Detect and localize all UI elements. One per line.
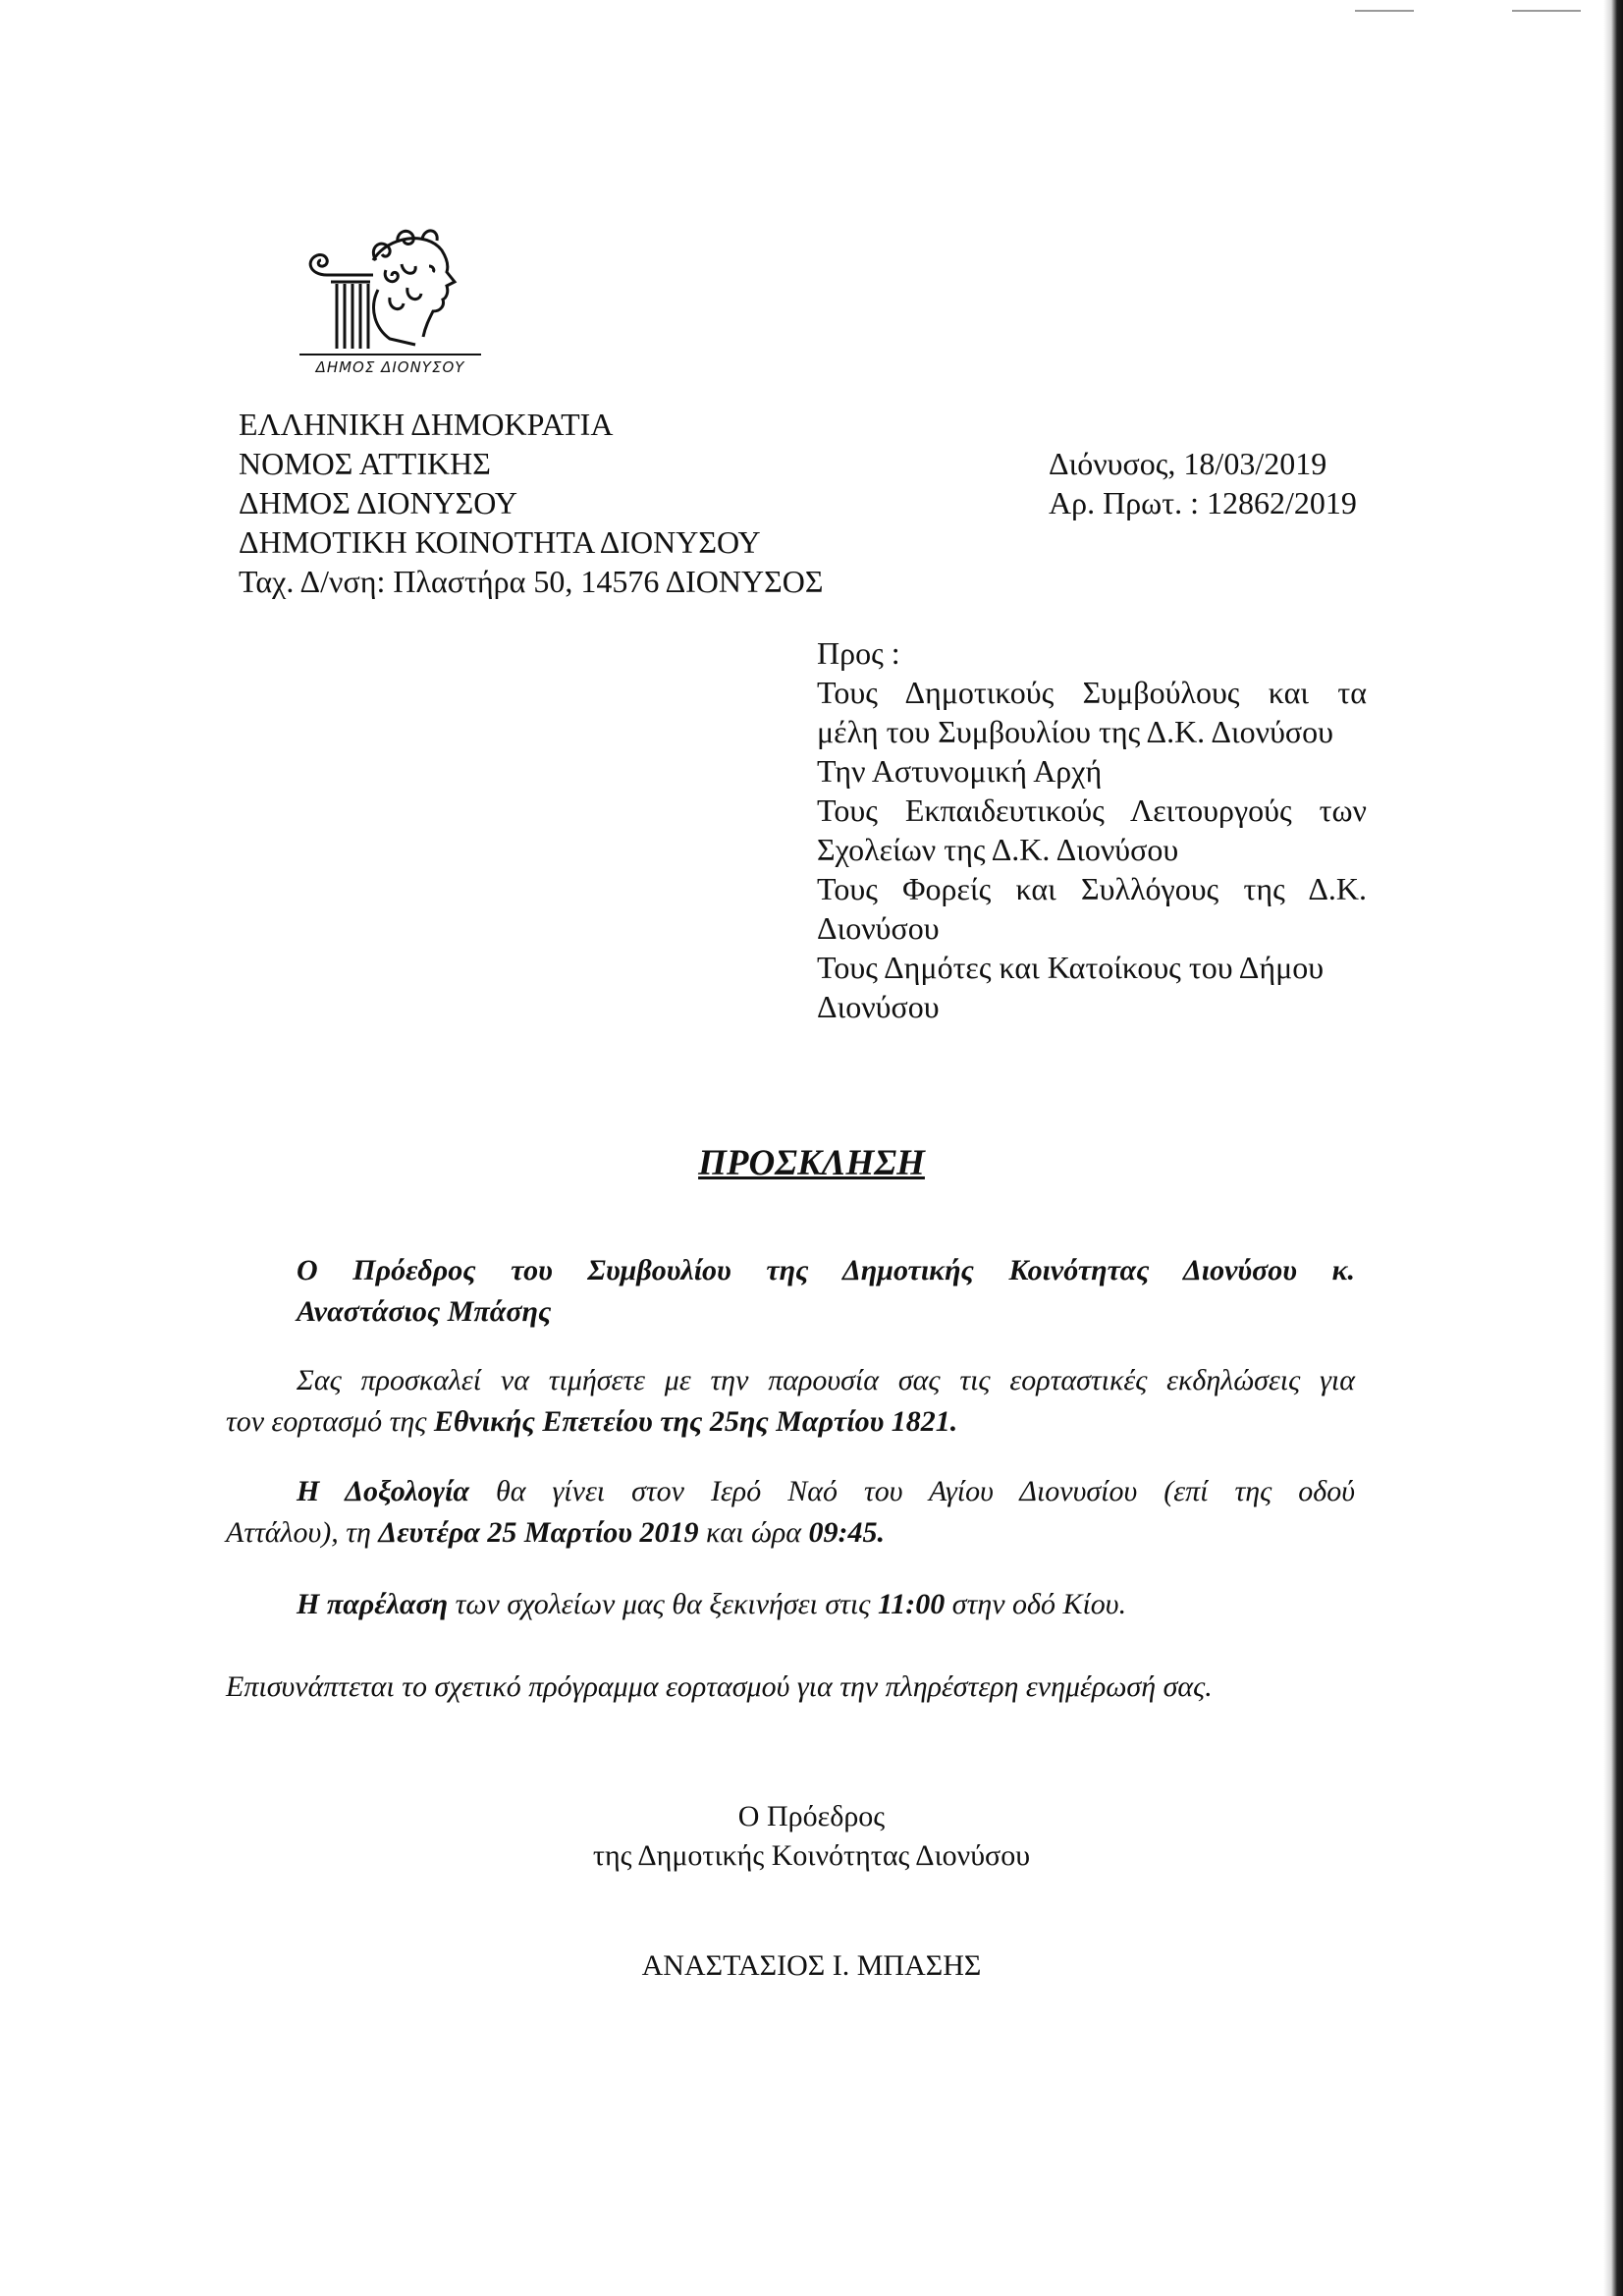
invitation-paragraph-3	[226, 1471, 1355, 1554]
signatory-role: Ο Πρόεδρος	[737, 1800, 886, 1832]
sender-line: ΔΗΜΟΤΙΚΗ ΚΟΙΝΟΤΗΤΑ ΔΙΟΝΥΣΟΥ	[239, 524, 761, 560]
anniversary-name: Εθνικής Επετείου της 25ης Μαρτίου 1821.	[433, 1405, 958, 1438]
document-date: Διόνυσος, 18/03/2019	[1049, 446, 1327, 481]
paragraph-text: τον εορτασμό της	[226, 1405, 434, 1438]
doxology-date: Δευτέρα 25 Μαρτίου 2019	[378, 1516, 699, 1549]
paragraph-line: Αναστάσιος Μπάσης	[297, 1295, 552, 1328]
doxology-label: Η Δοξολογία	[297, 1475, 469, 1507]
parade-time: 11:00	[877, 1588, 946, 1620]
document-title: ΠΡΟΣΚΛΗΣΗ	[698, 1143, 925, 1183]
recipient-line: Σχολείων της Δ.Κ. Διονύσου	[817, 832, 1179, 867]
protocol-number: Αρ. Πρωτ. : 12862/2019	[1049, 485, 1357, 520]
paragraph-text: στην οδό Κίου.	[945, 1588, 1127, 1620]
sender-line: ΔΗΜΟΣ ΔΙΟΝΥΣΟΥ	[239, 485, 517, 520]
signatory-name: ΑΝΑΣΤΑΣΙΟΣ Ι. ΜΠΑΣΗΣ	[641, 1949, 982, 1982]
scan-mark	[1355, 10, 1414, 12]
paragraph-text: θα γίνει στον Ιερό Ναό του Αγίου Διονυσίου (επί της οδού	[468, 1475, 1355, 1507]
recipient-line: Τους Εκπαιδευτικούς Λειτουργούς των	[817, 793, 1367, 828]
recipients-label: Προς :	[817, 635, 900, 671]
paragraph-line	[226, 1512, 1355, 1554]
recipient-line: Την Αστυνομική Αρχή	[817, 753, 1103, 789]
recipient-line: Διονύσου	[817, 989, 940, 1024]
sender-line: ΕΛΛΗΝΙΚΗ ΔΗΜΟΚΡΑΤΙΑ	[239, 407, 614, 442]
sender-address: Ταχ. Δ/νση: Πλαστήρα 50, 14576 ΔΙΟΝΥΣΟΣ	[239, 564, 824, 599]
signature-block	[0, 1797, 1623, 1876]
scan-mark	[1512, 10, 1581, 12]
parade-label: Η παρέλαση	[297, 1588, 449, 1620]
date-protocol-block	[1049, 444, 1357, 522]
recipients-block	[817, 633, 1367, 1026]
logo-caption: ΔΗΜΟΣ ΔΙΟΝΥΣΟΥ	[299, 354, 481, 376]
recipient-line: Τους Δημοτικούς Συμβούλους και τα	[817, 675, 1367, 710]
paragraph-text: και ώρα	[698, 1516, 809, 1549]
invitation-paragraph-1	[226, 1250, 1355, 1333]
recipient-line: Τους Φορείς και Συλλόγους της Δ.Κ.	[817, 871, 1367, 906]
invitation-paragraph-2	[226, 1360, 1355, 1443]
signatory-role: της Δημοτικής Κοινότητας Διονύσου	[592, 1839, 1031, 1872]
paragraph-line: Σας προσκαλεί να τιμήσετε με την παρουσία σας τις εορταστικές εκδηλώσεις για	[297, 1364, 1355, 1396]
paragraph-line	[226, 1401, 1355, 1443]
paragraph-line	[226, 1471, 1355, 1512]
recipient-line: Διονύσου	[817, 910, 940, 946]
sender-line: ΝΟΜΟΣ ΑΤΤΙΚΗΣ	[239, 446, 491, 481]
recipient-line: μέλη του Συμβουλίου της Δ.Κ. Διονύσου	[817, 714, 1333, 749]
municipality-logo	[299, 221, 481, 383]
paragraph-line: Ο Πρόεδρος του Συμβουλίου της Δημοτικής Κοινότητας Διονύσου κ.	[297, 1254, 1355, 1286]
invitation-paragraph-4	[226, 1584, 1355, 1625]
paragraph-text: Αττάλου), τη	[226, 1516, 379, 1549]
recipient-line: Τους Δημότες και Κατοίκους του Δήμου	[817, 950, 1325, 985]
sender-block	[239, 405, 823, 601]
dionysus-head-logo-icon	[299, 221, 481, 354]
paragraph-text: των σχολείων μας θα ξεκινήσει στις	[448, 1588, 878, 1620]
invitation-paragraph-5	[226, 1667, 1355, 1708]
paragraph-line	[226, 1584, 1355, 1625]
doxology-time: 09:45.	[808, 1516, 886, 1549]
paragraph-line: Επισυνάπτεται το σχετικό πρόγραμμα εορτασμού για την πληρέστερη ενημέρωσή σας.	[226, 1670, 1213, 1703]
